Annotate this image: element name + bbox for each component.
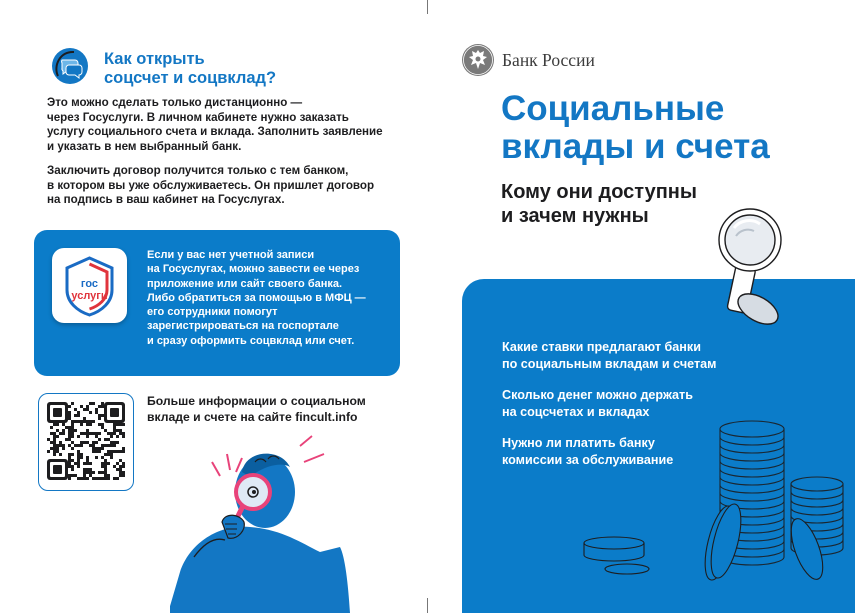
- qr-module: [74, 414, 77, 417]
- qr-module: [68, 411, 71, 414]
- main-title-line: вклады и счета: [501, 127, 770, 166]
- qr-module: [71, 459, 74, 462]
- text-line: Это можно сделать только дистанционно —: [47, 96, 303, 109]
- qr-module: [77, 414, 80, 417]
- main-title-line: Социальные: [501, 89, 725, 128]
- qr-module: [59, 453, 62, 456]
- qr-module: [119, 450, 122, 453]
- bank-of-russia-emblem: [461, 43, 495, 77]
- qr-module: [107, 477, 110, 480]
- qr-module: [101, 423, 104, 426]
- qr-module: [104, 438, 107, 441]
- qr-module: [101, 477, 104, 480]
- site-link[interactable]: fincult.info: [295, 409, 358, 424]
- qr-module: [98, 423, 101, 426]
- qr-module: [77, 465, 80, 468]
- qr-module: [101, 414, 104, 417]
- qr-module: [107, 474, 110, 477]
- qr-finder: [110, 408, 119, 417]
- qr-module: [53, 447, 56, 450]
- qr-module: [71, 423, 74, 426]
- gosuslugi-info-text: [147, 248, 366, 348]
- qr-module: [62, 423, 65, 426]
- qr-module: [92, 447, 95, 450]
- qr-module: [86, 441, 89, 444]
- qr-module: [119, 468, 122, 471]
- qr-module: [50, 447, 53, 450]
- topic-item: [502, 435, 716, 469]
- question-title: [104, 50, 276, 88]
- qr-module: [83, 462, 86, 465]
- qr-module: [80, 420, 83, 423]
- qr-module: [68, 438, 71, 441]
- qr-module: [107, 432, 110, 435]
- qr-module: [113, 423, 116, 426]
- qr-module: [95, 450, 98, 453]
- qr-module: [89, 468, 92, 471]
- more-info-text: [147, 394, 366, 425]
- qr-module: [113, 426, 116, 429]
- qr-module: [119, 423, 122, 426]
- qr-module: [104, 453, 107, 456]
- qr-module: [110, 450, 113, 453]
- qr-module: [110, 444, 113, 447]
- qr-module: [92, 471, 95, 474]
- qr-module: [68, 456, 71, 459]
- qr-module: [92, 450, 95, 453]
- person-illustration: [170, 432, 420, 613]
- qr-module: [74, 420, 77, 423]
- qr-module: [89, 471, 92, 474]
- qr-module: [74, 408, 77, 411]
- qr-module: [110, 441, 113, 444]
- text-line: его сотрудники помогут: [147, 306, 278, 319]
- qr-module: [86, 405, 89, 408]
- qr-module: [113, 432, 116, 435]
- text-line: Заключить договор получится только с тем банком,: [47, 164, 349, 177]
- qr-module: [92, 432, 95, 435]
- qr-module: [77, 411, 80, 414]
- qr-module: [104, 477, 107, 480]
- qr-module: [110, 453, 113, 456]
- qr-module: [95, 435, 98, 438]
- qr-module: [80, 423, 83, 426]
- qr-module: [104, 444, 107, 447]
- qr-module: [113, 429, 116, 432]
- qr-module: [98, 414, 101, 417]
- qr-module: [59, 441, 62, 444]
- qr-module: [71, 465, 74, 468]
- qr-module: [83, 408, 86, 411]
- qr-module: [122, 447, 125, 450]
- qr-module: [68, 459, 71, 462]
- qr-module: [71, 420, 74, 423]
- topics-list: [502, 339, 716, 483]
- qr-module: [68, 432, 71, 435]
- qr-module: [98, 405, 101, 408]
- qr-module: [116, 423, 119, 426]
- qr-module: [116, 429, 119, 432]
- text-line: Какие ставки предлагают банки: [502, 340, 701, 354]
- qr-finder: [53, 408, 62, 417]
- qr-module: [104, 465, 107, 468]
- qr-module: [95, 411, 98, 414]
- qr-module: [83, 420, 86, 423]
- qr-module: [89, 411, 92, 414]
- text-line: на подпись в ваш кабинет на Госуслугах.: [47, 193, 285, 207]
- topic-item: [502, 339, 716, 373]
- text-line: зарегистрироваться на госпортале: [147, 320, 339, 333]
- qr-module: [83, 432, 86, 435]
- gos-logo-text: гос: [80, 278, 99, 290]
- qr-module: [104, 471, 107, 474]
- qr-module: [56, 444, 59, 447]
- qr-module: [122, 450, 125, 453]
- chat-bubbles-icon: [50, 46, 90, 86]
- qr-module: [86, 408, 89, 411]
- qr-module: [74, 444, 77, 447]
- qr-module: [92, 444, 95, 447]
- coin-top: [720, 421, 784, 437]
- qr-module: [68, 417, 71, 420]
- qr-module: [116, 462, 119, 465]
- qr-module: [86, 429, 89, 432]
- gosuslugi-info-box: [34, 230, 400, 376]
- text-line: комиссии за обслуживание: [502, 453, 674, 467]
- qr-module: [107, 438, 110, 441]
- qr-module: [92, 420, 95, 423]
- text-line: Больше информации о социальном: [147, 394, 366, 408]
- qr-module: [53, 444, 56, 447]
- qr-module: [50, 432, 53, 435]
- text-line: Сколько денег можно держать: [502, 388, 693, 402]
- qr-module: [98, 438, 101, 441]
- qr-module: [77, 459, 80, 462]
- qr-module: [101, 456, 104, 459]
- qr-module: [89, 462, 92, 465]
- qr-module: [56, 435, 59, 438]
- qr-module: [80, 453, 83, 456]
- qr-module: [53, 423, 56, 426]
- qr-module: [107, 450, 110, 453]
- qr-module: [71, 435, 74, 438]
- subtitle-line: Кому они доступны: [501, 181, 697, 203]
- qr-module: [104, 462, 107, 465]
- qr-module: [74, 474, 77, 477]
- qr-module: [107, 462, 110, 465]
- qr-module: [59, 432, 62, 435]
- qr-module: [80, 432, 83, 435]
- gosuslugi-logo: [52, 248, 127, 323]
- qr-module: [95, 441, 98, 444]
- qr-module: [101, 444, 104, 447]
- qr-module: [62, 429, 65, 432]
- qr-module: [83, 477, 86, 480]
- qr-module: [95, 447, 98, 450]
- qr-module: [95, 477, 98, 480]
- gos-logo-text: услуги: [71, 290, 108, 302]
- qr-module: [101, 402, 104, 405]
- qr-module: [68, 453, 71, 456]
- qr-module: [98, 417, 101, 420]
- qr-module: [119, 471, 122, 474]
- qr-module: [86, 423, 89, 426]
- qr-module: [68, 462, 71, 465]
- qr-module: [71, 474, 74, 477]
- text-line: через Госуслуги. В личном кабинете нужно заказать: [47, 110, 349, 124]
- text-line: [147, 410, 366, 426]
- qr-module: [80, 456, 83, 459]
- qr-module: [98, 471, 101, 474]
- magnifying-glass-illustration: [712, 206, 802, 331]
- qr-module: [122, 435, 125, 438]
- qr-module: [89, 420, 92, 423]
- qr-module: [113, 465, 116, 468]
- qr-module: [47, 438, 50, 441]
- qr-module: [68, 477, 71, 480]
- qr-module: [80, 477, 83, 480]
- qr-module: [92, 477, 95, 480]
- qr-module: [62, 432, 65, 435]
- qr-module: [89, 423, 92, 426]
- qr-module: [98, 477, 101, 480]
- qr-finder: [53, 465, 62, 474]
- qr-module: [101, 465, 104, 468]
- qr-module: [65, 438, 68, 441]
- qr-module: [122, 462, 125, 465]
- coin-top: [791, 477, 843, 491]
- qr-module: [116, 441, 119, 444]
- qr-module: [89, 474, 92, 477]
- qr-module: [62, 447, 65, 450]
- qr-module: [86, 477, 89, 480]
- qr-module: [68, 414, 71, 417]
- qr-module: [86, 456, 89, 459]
- text-line: Если у вас нет учетной записи: [147, 249, 315, 261]
- qr-module: [92, 402, 95, 405]
- qr-module: [95, 456, 98, 459]
- qr-module: [116, 450, 119, 453]
- qr-module: [83, 474, 86, 477]
- subtitle: [501, 180, 697, 228]
- main-title: [501, 90, 770, 166]
- qr-module: [122, 471, 125, 474]
- text-line: Либо обратиться за помощью в МФЦ —: [147, 291, 366, 304]
- qr-module: [86, 432, 89, 435]
- qr-module: [101, 462, 104, 465]
- qr-module: [113, 444, 116, 447]
- qr-module: [83, 441, 86, 444]
- qr-module: [101, 447, 104, 450]
- qr-module: [101, 405, 104, 408]
- paragraph-contract: [47, 164, 374, 208]
- qr-module: [62, 444, 65, 447]
- qr-module: [56, 450, 59, 453]
- qr-module: [68, 426, 71, 429]
- qr-module: [86, 462, 89, 465]
- qr-module: [119, 429, 122, 432]
- qr-module: [71, 432, 74, 435]
- qr-module: [68, 444, 71, 447]
- qr-code[interactable]: [38, 393, 134, 491]
- qr-module: [74, 462, 77, 465]
- qr-module: [104, 459, 107, 462]
- topic-item: [502, 387, 716, 421]
- qr-module: [56, 447, 59, 450]
- qr-module: [116, 468, 119, 471]
- qr-module: [95, 408, 98, 411]
- qr-module: [53, 441, 56, 444]
- text-line: услугу социального счета и вклада. Заполнить заявление: [47, 125, 383, 139]
- qr-module: [56, 429, 59, 432]
- qr-module: [119, 465, 122, 468]
- qr-module: [122, 432, 125, 435]
- text-fragment: вкладе и счете на сайте: [147, 409, 296, 424]
- qr-module: [83, 417, 86, 420]
- qr-module: [80, 444, 83, 447]
- qr-module: [77, 420, 80, 423]
- text-line: в котором вы уже обслуживаетесь. Он пришлет договор: [47, 178, 375, 192]
- qr-module: [53, 450, 56, 453]
- qr-module: [110, 456, 113, 459]
- qr-module: [77, 435, 80, 438]
- qr-module: [92, 441, 95, 444]
- qr-module: [53, 432, 56, 435]
- qr-module: [71, 447, 74, 450]
- qr-module: [53, 438, 56, 441]
- qr-module: [113, 477, 116, 480]
- qr-module: [86, 471, 89, 474]
- qr-module: [86, 468, 89, 471]
- qr-module: [77, 444, 80, 447]
- qr-module: [68, 465, 71, 468]
- question-title-line: Как открыть: [104, 50, 205, 68]
- qr-module: [119, 474, 122, 477]
- qr-module: [86, 435, 89, 438]
- qr-module: [77, 450, 80, 453]
- qr-module: [86, 459, 89, 462]
- bank-name: Банк России: [502, 50, 595, 70]
- qr-module: [98, 447, 101, 450]
- qr-module: [116, 435, 119, 438]
- qr-module: [110, 435, 113, 438]
- qr-module: [80, 405, 83, 408]
- qr-module: [89, 402, 92, 405]
- qr-module: [77, 453, 80, 456]
- qr-module: [68, 405, 71, 408]
- qr-module: [59, 444, 62, 447]
- qr-module: [77, 456, 80, 459]
- qr-module: [104, 429, 107, 432]
- qr-module: [89, 432, 92, 435]
- qr-module: [104, 468, 107, 471]
- qr-module: [83, 468, 86, 471]
- qr-module: [119, 432, 122, 435]
- qr-module: [101, 426, 104, 429]
- qr-module: [53, 453, 56, 456]
- qr-module: [71, 402, 74, 405]
- qr-module: [80, 441, 83, 444]
- qr-module: [56, 423, 59, 426]
- text-line: на соцсчетах и вкладах: [502, 405, 650, 419]
- qr-module: [95, 432, 98, 435]
- qr-module: [68, 429, 71, 432]
- qr-module: [65, 426, 68, 429]
- question-title-line: соцсчет и соцвклад?: [104, 69, 277, 87]
- qr-module: [86, 420, 89, 423]
- qr-module: [50, 426, 53, 429]
- qr-module: [83, 471, 86, 474]
- qr-module: [68, 435, 71, 438]
- qr-module: [71, 468, 74, 471]
- text-line: на Госуслугах, можно завести ее через: [147, 263, 360, 276]
- text-line: по социальным вкладам и счетам: [502, 357, 717, 371]
- qr-module: [74, 429, 77, 432]
- paragraph-how-to-open: [47, 96, 383, 154]
- text-line: и сразу оформить соцвклад или счет.: [147, 334, 355, 347]
- qr-module: [119, 459, 122, 462]
- qr-module: [113, 441, 116, 444]
- qr-module: [104, 474, 107, 477]
- qr-module: [71, 453, 74, 456]
- subtitle-line: и зачем нужны: [501, 205, 649, 227]
- qr-code-pattern: [47, 402, 125, 480]
- text-line: приложение или сайт своего банка.: [147, 277, 343, 290]
- qr-module: [47, 450, 50, 453]
- qr-module: [98, 432, 101, 435]
- qr-module: [71, 426, 74, 429]
- qr-module: [71, 429, 74, 432]
- qr-module: [113, 450, 116, 453]
- qr-module: [110, 432, 113, 435]
- text-line: и указать в нем выбранный банк.: [47, 139, 242, 153]
- qr-module: [101, 471, 104, 474]
- text-line: Нужно ли платить банку: [502, 436, 655, 450]
- qr-module: [107, 453, 110, 456]
- qr-module: [122, 465, 125, 468]
- qr-module: [122, 423, 125, 426]
- qr-module: [98, 450, 101, 453]
- fold-mark-bottom: [427, 598, 428, 613]
- qr-module: [122, 474, 125, 477]
- qr-module: [71, 441, 74, 444]
- qr-module: [77, 462, 80, 465]
- qr-module: [68, 474, 71, 477]
- qr-module: [107, 444, 110, 447]
- qr-module: [77, 477, 80, 480]
- fold-mark-top: [427, 0, 428, 14]
- qr-module: [116, 477, 119, 480]
- qr-module: [53, 435, 56, 438]
- qr-module: [89, 444, 92, 447]
- qr-module: [50, 441, 53, 444]
